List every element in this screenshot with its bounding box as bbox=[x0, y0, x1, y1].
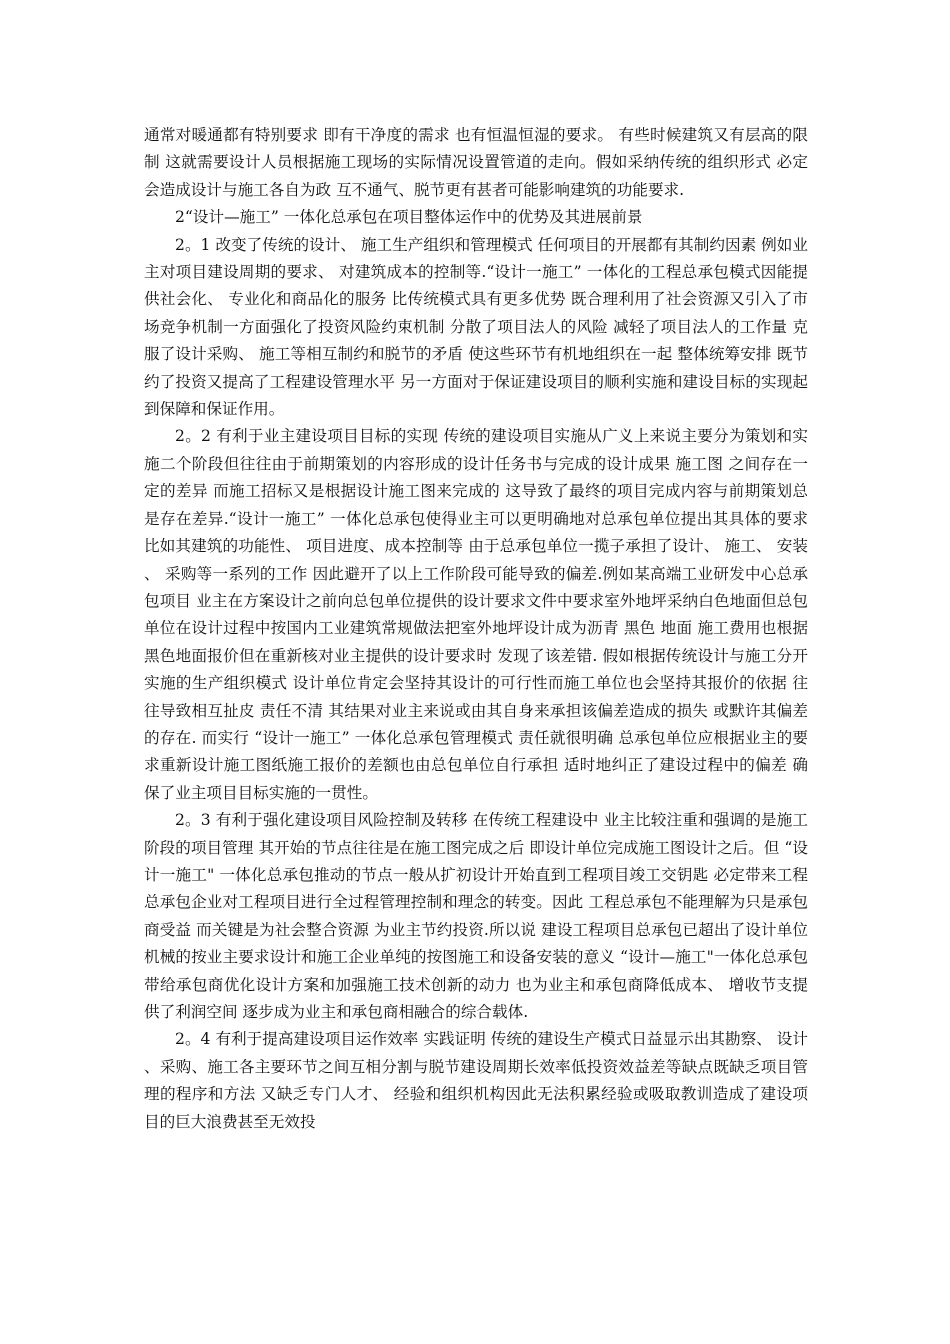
paragraph-2-1: 2。1 改变了传统的设计、 施工生产组织和管理模式 任何项目的开展都有其制约因素 例如业主对项目建设周期的要求、 对建筑成本的控制等.“设计一施工” 一体化的工程总承包模式因能提供社会化、 专业化和商品化的服务 比传统模式具有更多优势 既合理利用了社会资源又引入了市场竞争机制一方面强化了投资风险约束机制 分散了项目法人的风险 减轻了项目法人的工作量 克服了设计采购、 施工等相互制约和脱节的矛盾 使这些环节有机地组织在一起 整体统筹安排 既节约了投资又提高了工程建设管理水平 另一方面对于保证建设项目的顺利实施和建设目标的实现起到保障和保证作用。 bbox=[144, 235, 808, 419]
paragraph-2-3: 2。3 有利于强化建设项目风险控制及转移 在传统工程建设中 业主比较注重和强调的是施工阶段的项目管理 其开始的节点往往是在施工图完成之后 即设计单位完成施工图设计之后。但 “设计一施工" 一体化总承包推动的节点一般从扩初设计开始直到工程项目竣工交钥匙 必定带来工程总承包企业对工程项目进行全过程管理控制和理念的转变。因此 工程总承包不能理解为只是承包商受益 而关键是为社会整合资源 为业主节约投资.所以说 建设工程项目总承包已超出了设计单位机械的按业主要求设计和施工企业单纯的按图施工和设备安装的意义 “设计—施工"一体化总承包带给承包商优化设计方案和加强施工技术创新的动力 也为业主和承包商降低成本、 增收节支提供了利润空间 逐步成为业主和承包商相融合的综合载体. bbox=[144, 811, 808, 1021]
document-body bbox=[144, 122, 808, 1136]
paragraph-hvac-requirements: 通常对暖通都有特别要求 即有干净度的需求 也有恒温恒湿的要求。 有些时候建筑又有层高的限制 这就需要设计人员根据施工现场的实际情况设置管道的走向。假如采纳传统的组织形式 必定会造成设计与施工各自为政 互不通气、脱节更有甚者可能影响建筑的功能要求. bbox=[144, 126, 808, 199]
section-heading-design-build-advantages: 2“设计—施工” 一体化总承包在项目整体运作中的优势及其进展前景 bbox=[175, 208, 643, 227]
paragraph-2-4: 2。4 有利于提高建设项目运作效率 实践证明 传统的建设生产模式日益显示出其勘察、 设计、采购、施工各主要环节之间互相分割与脱节建设周期长效率低投资效益差等缺点既缺乏项目管理的程序和方法 又缺乏专门人才、 经验和组织机构因此无法积累经验或吸取教训造成了建设项目的巨大浪费甚至无效投 bbox=[144, 1030, 808, 1131]
paragraph-2-2: 2。2 有利于业主建设项目目标的实现 传统的建设项目实施从广义上来说主要分为策划和实施二个阶段但往往由于前期策划的内容形成的设计任务书与完成的设计成果 施工图 之间存在一定的差异 而施工招标又是根据设计施工图来完成的 这导致了最终的项目完成内容与前期策划总是存在差异.“设计一施工” 一体化总承包使得业主可以更明确地对总承包单位提出其具体的要求 比如其建筑的功能性、 项目进度、成本控制等 由于总承包单位一揽子承担了设计、 施工、 安装、 采购等一系列的工作 因此避开了以上工作阶段可能导致的偏差.例如某高端工业研发中心总承包项目 业主在方案设计之前向总包单位提供的设计要求文件中要求室外地坪采纳白色地面但总包单位在设计过程中按国内工业建筑常规做法把室外地坪设计成为沥青 黑色 地面 施工费用也根据黑色地面报价但在重新核对业主提供的设计要求时 发现了该差错. 假如根据传统设计与施工分开实施的生产组织模式 设计单位肯定会坚持其设计的可行性而施工单位也会坚持其报价的依据 往往导致相互扯皮 责任不清 其结果对业主来说或由其自身来承担该偏差造成的损失 或默许其偏差的存在. 而实行 “设计一施工” 一体化总承包管理模式 责任就很明确 总承包单位应根据业主的要求重新设计施工图纸施工报价的差额也由总包单位自行承担 适时地纠正了建设过程中的偏差 确保了业主项目目标实施的一贯性。 bbox=[144, 427, 808, 802]
